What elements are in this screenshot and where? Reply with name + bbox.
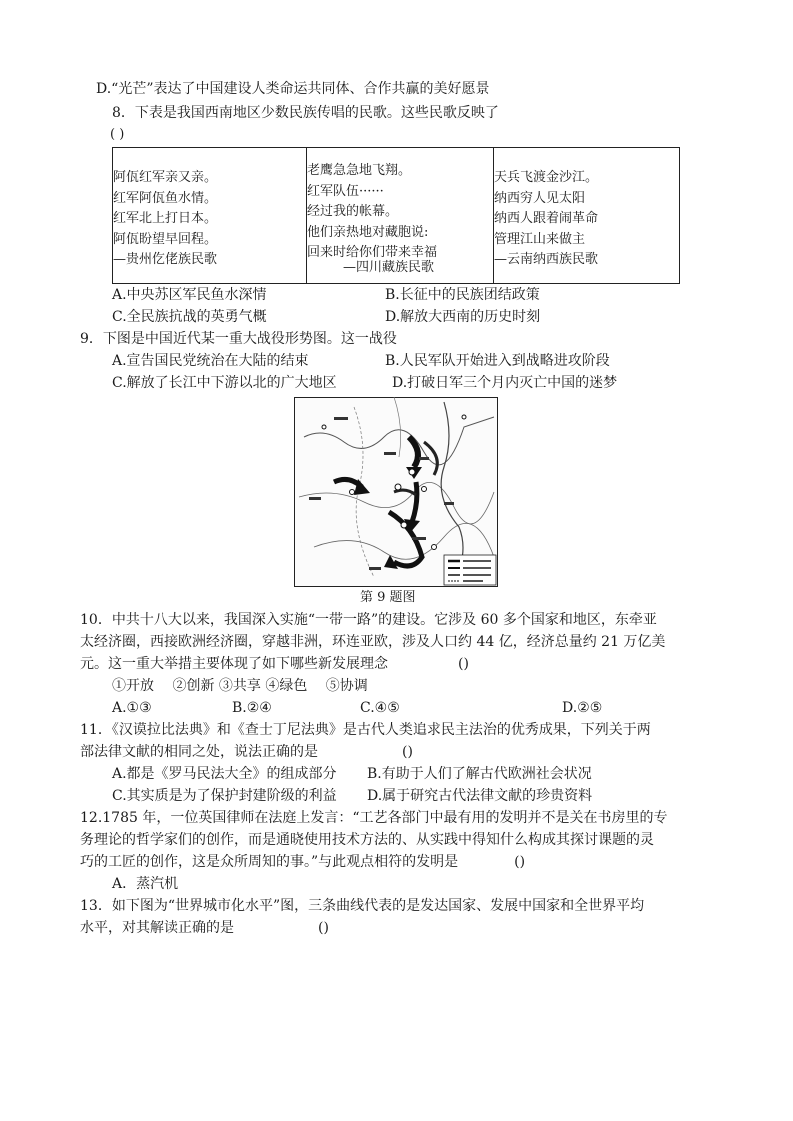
q10-option-d: D.②⑤ <box>562 700 603 716</box>
q11-stem-line-1: 11．《汉谟拉比法典》和《查士丁尼法典》是古代人类追求民主法治的优秀成果，下列关于两 <box>80 722 651 738</box>
q13-stem-line-1: 13．如下图为“世界城市化水平”图，三条曲线代表的是发达国家、发展中国家和全世界平均 <box>80 898 645 914</box>
folk-song-line: 纳西人跟着闹革命 <box>494 211 599 226</box>
q10-stem-line-2: 太经济圈，西接欧洲经济圈，穿越非洲，环连亚欧，涉及人口约 44 亿，经济总量约 21 万亿美 <box>80 634 666 650</box>
folk-song-line: 他们亲热地对藏胞说: <box>307 224 429 240</box>
q7-option-d: D.“光芒”表达了中国建设人类命运共同体、合作共赢的美好愿景 <box>96 81 490 97</box>
q9-stem: 9．下图是中国近代某一重大战役形势图。这一战役 <box>80 331 397 347</box>
q10-stem-line-1: 10．中共十八大以来，我国深入实施“一带一路”的建设。它涉及 60 多个国家和地区，东牵亚 <box>80 612 657 628</box>
q8-option-d: D.解放大西南的历史时刻 <box>385 309 541 325</box>
folk-song-column-guizhou <box>113 148 306 283</box>
q8-option-b: B.长征中的民族团结政策 <box>385 287 540 303</box>
battle-map-graphic <box>294 397 498 587</box>
folk-song-column-sichuan <box>306 148 493 283</box>
q11-option-c: C.其实质是为了保护封建阶级的利益 <box>112 788 337 804</box>
q13-stem-line-2: 水平，对其解读正确的是 () <box>80 920 329 936</box>
q11-option-b: B.有助于人们了解古代欧洲社会状况 <box>367 766 592 782</box>
q11-option-a: A.都是《罗马民法大全》的组成部分 <box>112 766 337 782</box>
q9-option-b: B.人民军队开始进入到战略进攻阶段 <box>385 353 610 369</box>
q10-option-a: A.①③ <box>112 700 152 716</box>
q8-answer-paren: ( ) <box>110 127 125 142</box>
q9-option-d: D.打破日军三个月内灭亡中国的迷梦 <box>392 375 618 391</box>
folk-song-line: 经过我的帐幕。 <box>307 204 399 219</box>
q10-option-c: C.④⑤ <box>360 700 400 716</box>
q8-option-a: A.中央苏区军民鱼水深情 <box>112 287 267 303</box>
q12-stem-line-3: 巧的工匠的创作，这是众所周知的事。”与此观点相符的发明是 () <box>80 854 526 870</box>
q11-stem-line-2: 部法律文献的相同之处，说法正确的是 () <box>80 744 413 760</box>
q9-map-caption: 第 9 题图 <box>360 590 416 605</box>
q9-option-c: C.解放了长江中下游以北的广大地区 <box>112 375 337 391</box>
q10-stem-line-3: 元。这一重大举措主要体现了如下哪些新发展理念 () <box>80 656 469 672</box>
folk-song-line: 老鹰急急地飞翔。 <box>307 163 412 178</box>
q10-option-b: B.②④ <box>232 700 272 716</box>
battle-situation-map <box>294 397 498 587</box>
folk-song-line: 天兵飞渡金沙江。 <box>494 170 599 185</box>
q8-stem: 8．下表是我国西南地区少数民族传唱的民歌。这些民歌反映了 <box>112 105 499 121</box>
folk-song-source: —贵州仡佬族民歌 <box>113 252 218 267</box>
folk-song-source: —四川藏族民歌 <box>343 260 435 275</box>
q8-option-c: C.全民族抗战的英勇气概 <box>112 309 267 325</box>
folk-song-line: 管理江山来做主 <box>494 231 586 247</box>
q12-option-a: A．蒸汽机 <box>112 876 179 892</box>
folk-song-line: 红军队伍······ <box>307 183 384 199</box>
folk-song-line: 纳西穷人见太阳 <box>494 190 586 206</box>
q9-option-a: A.宣告国民党统治在大陆的结束 <box>112 353 309 369</box>
folk-song-line: 红军北上打日本。 <box>113 211 218 226</box>
folk-song-source: —云南纳西族民歌 <box>494 252 599 267</box>
q12-stem-line-1: 12.1785 年，一位英国律师在法庭上发言：“工艺各部门中最有用的发明并不是关在书房里的专 <box>80 810 668 826</box>
q12-stem-line-2: 务理论的哲学家们的创作，而是通晓使用技术方法的、从实践中得知什么构成其探讨课题的灵 <box>80 832 654 848</box>
folk-song-line: 红军阿佤鱼水情。 <box>113 190 218 206</box>
folk-song-column-yunnan <box>493 148 679 283</box>
folk-song-line: 回来时给你们带来幸福 <box>307 245 438 260</box>
q10-items: ①开放 ②创新 ③共享 ④绿色 ⑤协调 <box>112 678 368 694</box>
folk-song-line: 阿佤红军亲又亲。 <box>113 170 218 185</box>
folk-song-line: 阿佤盼望早回程。 <box>113 231 218 247</box>
q11-option-d: D.属于研究古代法律文献的珍贵资料 <box>367 788 593 804</box>
folk-song-table <box>112 147 680 284</box>
